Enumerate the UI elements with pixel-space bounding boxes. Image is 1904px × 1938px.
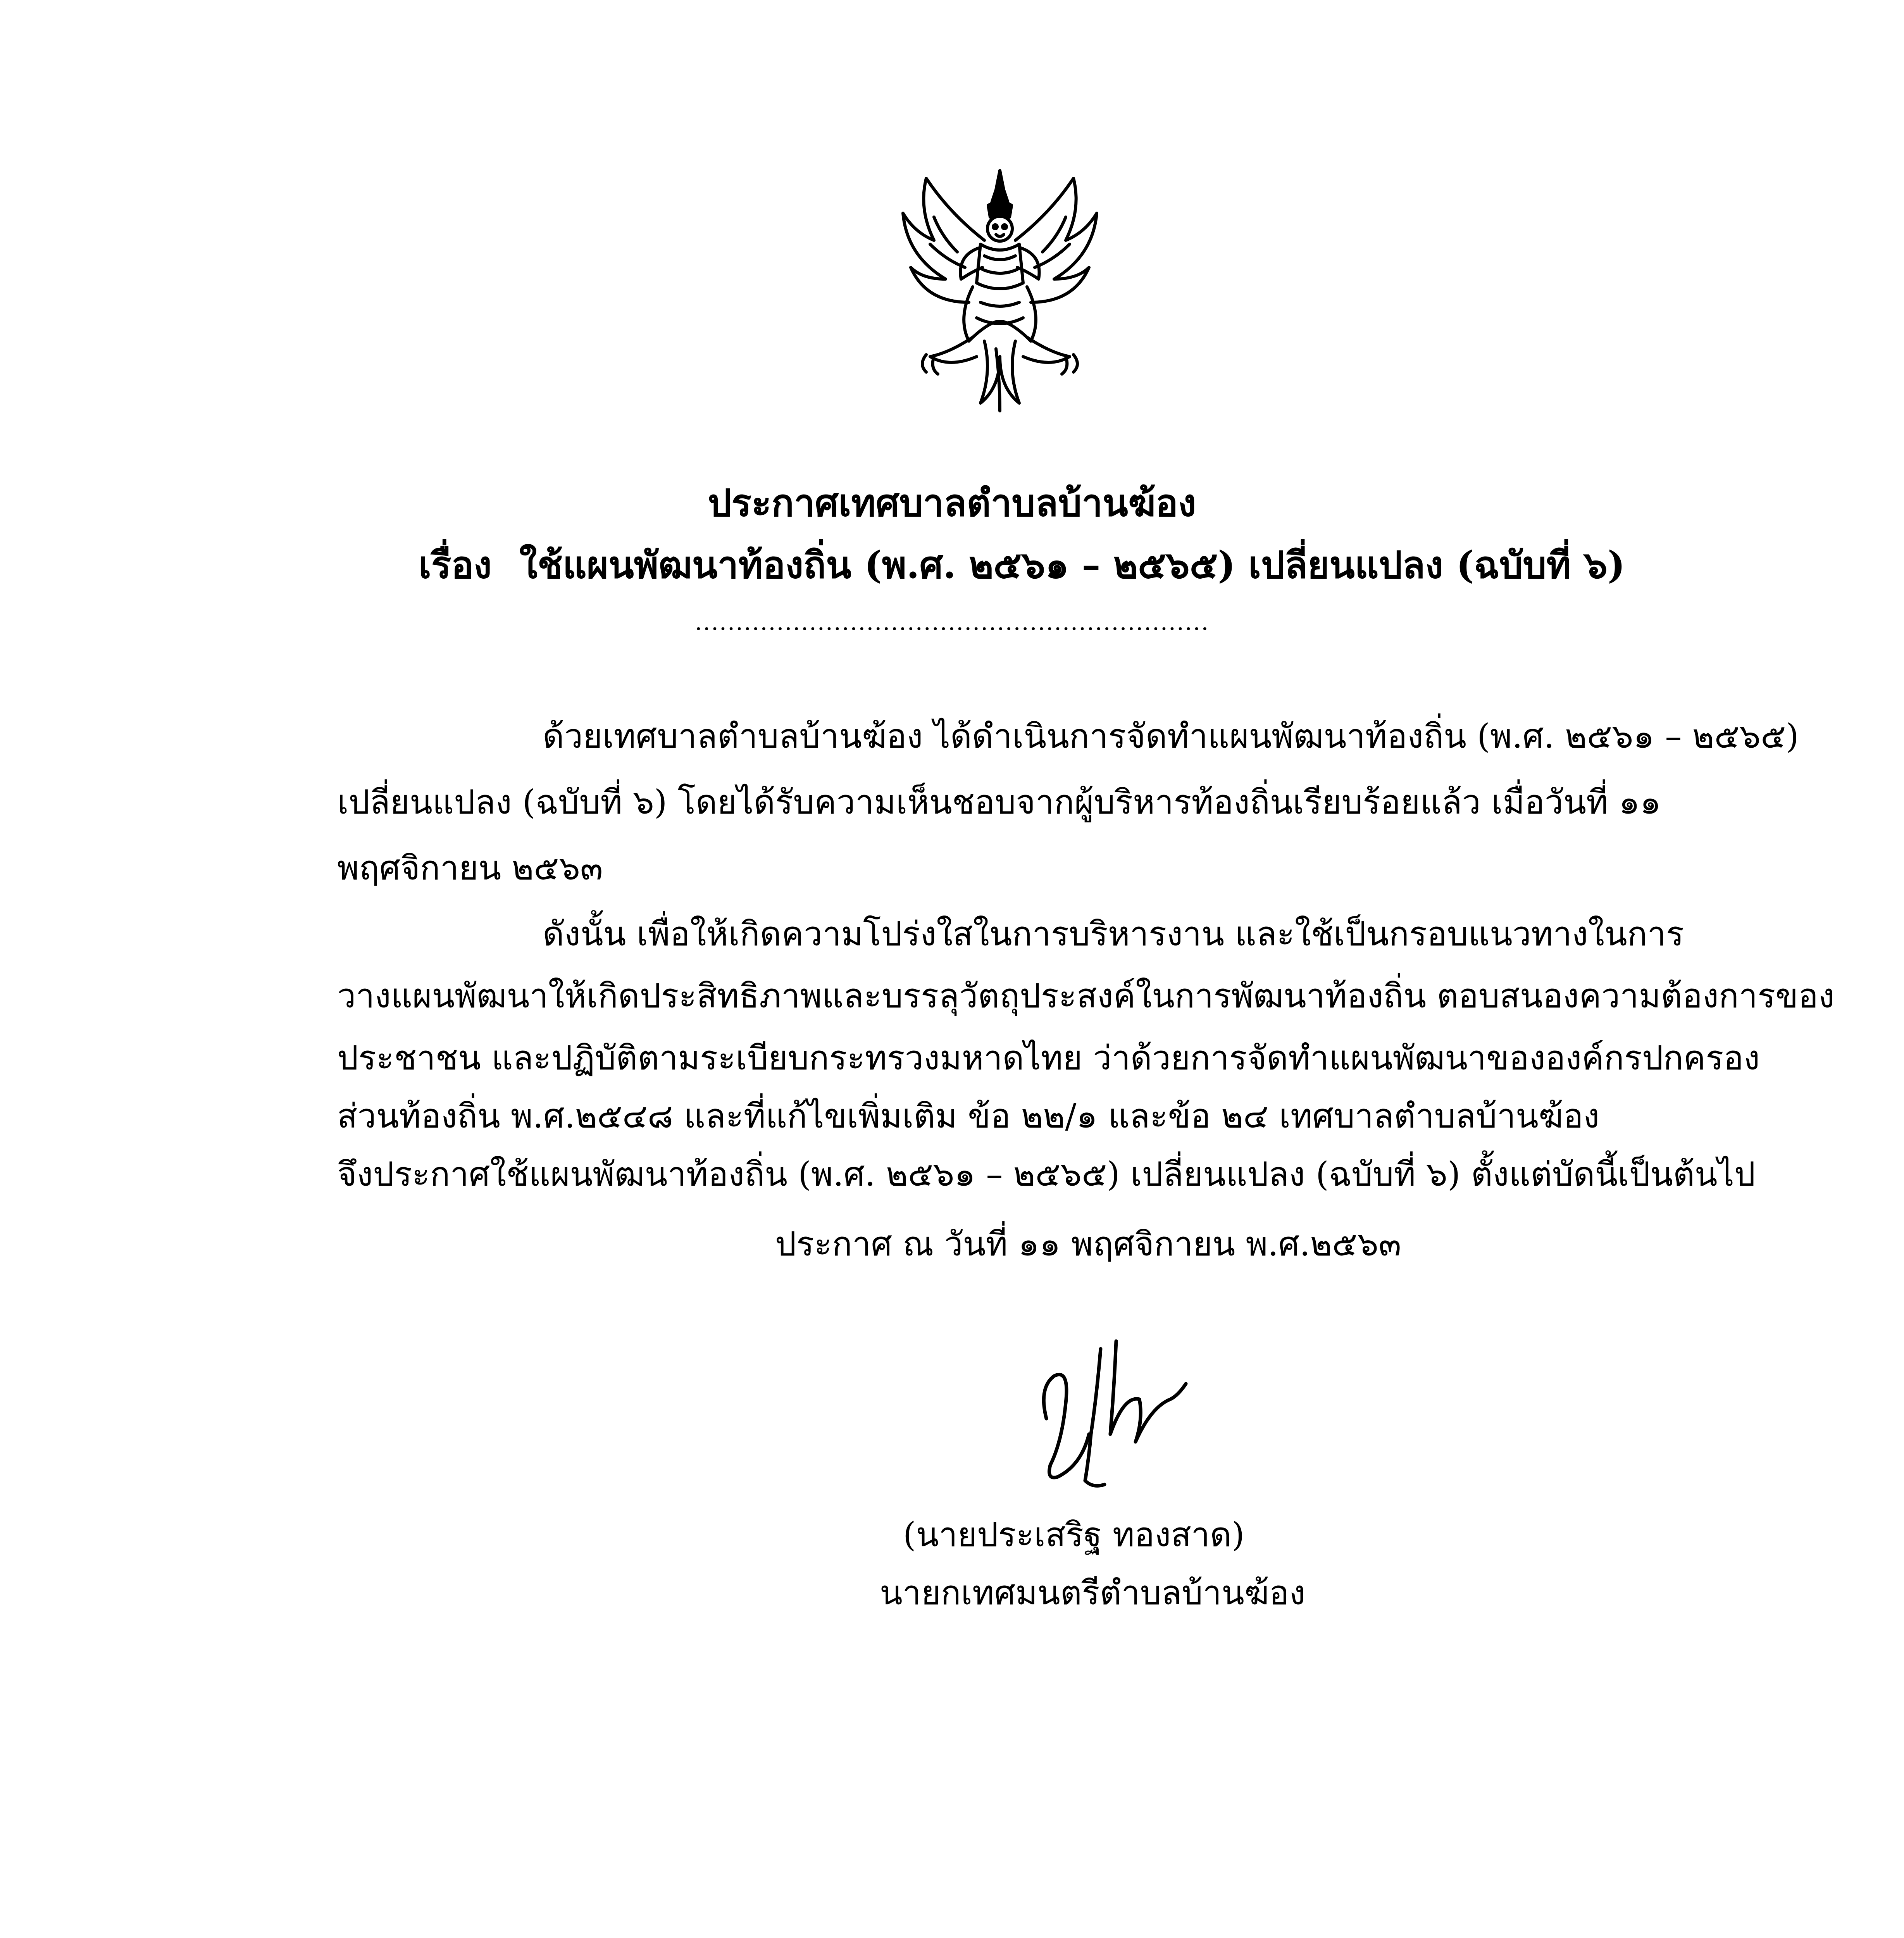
garuda-emblem <box>880 155 1120 419</box>
subject-label: เรื่อง <box>419 543 492 587</box>
paragraph2-line: จึงประกาศใช้แผนพัฒนาท้องถิ่น (พ.ศ. ๒๕๖๑ – ๒๕๖๕) เปลี่ยนแปลง (ฉบับที่ ๖) ตั้งแต่บัดนี้เป็นต้นไป <box>337 1155 1756 1194</box>
subject-text: ใช้แผนพัฒนาท้องถิ่น (พ.ศ. ๒๕๖๑ – ๒๕๖๕) เปลี่ยนแปลง (ฉบับที่ ๖) <box>519 543 1625 587</box>
separator-dots: ............................................................... <box>694 609 1210 636</box>
paragraph2-line: ส่วนท้องถิ่น พ.ศ.๒๕๔๘ และที่แก้ไขเพิ่มเติม ข้อ ๒๒/๑ และข้อ ๒๔ เทศบาลตำบลบ้านฆ้อง <box>337 1097 1600 1136</box>
paragraph1-line: พฤศจิกายน ๒๕๖๓ <box>337 849 603 888</box>
paragraph2-line: วางแผนพัฒนาให้เกิดประสิทธิภาพและบรรลุวัตถุประสงค์ในการพัฒนาท้องถิ่น ตอบสนองความต้องการของ <box>337 977 1835 1016</box>
announcement-title: ประกาศเทศบาลตำบลบ้านฆ้อง <box>708 481 1196 525</box>
paragraph2-line: ดังนั้น เพื่อให้เกิดความโปร่งใสในการบริหารงาน และใช้เป็นกรอบแนวทางในการ <box>543 915 1684 953</box>
signature <box>1023 1318 1240 1500</box>
announcement-date: ประกาศ ณ วันที่ ๑๑ พฤศจิกายน พ.ศ.๒๕๖๓ <box>775 1225 1401 1264</box>
signer-title: นายกเทศมนตรีตำบลบ้านฆ้อง <box>880 1574 1306 1612</box>
subject-line <box>419 543 1625 587</box>
signer-name: (นายประเสริฐ ทองสาด) <box>903 1516 1245 1554</box>
paragraph1-line: ด้วยเทศบาลตำบลบ้านฆ้อง ได้ดำเนินการจัดทำแผนพัฒนาท้องถิ่น (พ.ศ. ๒๕๖๑ – ๒๕๖๕) <box>543 717 1799 756</box>
paragraph2-line: ประชาชน และปฏิบัติตามระเบียบกระทรวงมหาดไทย ว่าด้วยการจัดทำแผนพัฒนาขององค์กรปกครอง <box>337 1039 1760 1078</box>
paragraph1-line: เปลี่ยนแปลง (ฉบับที่ ๖) โดยได้รับความเห็นชอบจากผู้บริหารท้องถิ่นเรียบร้อยแล้ว เมื่อวันที่ ๑๑ <box>337 783 1661 822</box>
